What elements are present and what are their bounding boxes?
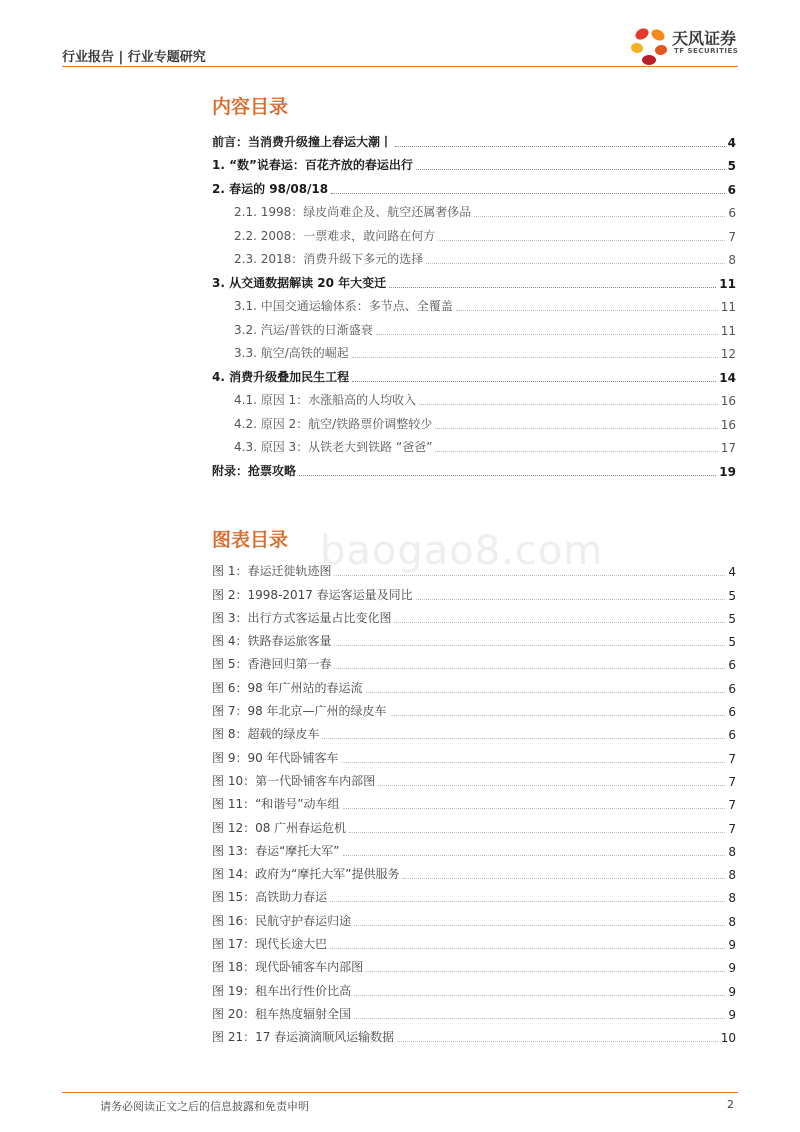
figure-entry-label: 图 11：“和谐号”动车组 xyxy=(212,797,340,812)
toc-entry[interactable] xyxy=(212,291,736,315)
dot-leader xyxy=(330,901,725,902)
figure-entry-label: 图 19：租车出行性价比高 xyxy=(212,983,352,998)
figure-entry-label: 图 16：民航守护春运归途 xyxy=(212,913,352,928)
figure-entry-page: 10 xyxy=(720,1031,736,1046)
figure-list-entry[interactable] xyxy=(212,882,736,905)
toc-entry-page: 4 xyxy=(727,135,736,150)
dot-leader xyxy=(419,404,718,405)
figure-entry-page: 9 xyxy=(728,1007,736,1022)
figure-entry-page: 5 xyxy=(728,635,736,650)
figure-list-entry[interactable] xyxy=(212,556,736,579)
dot-leader xyxy=(331,193,725,194)
figure-entry-page: 9 xyxy=(728,984,736,999)
dot-leader xyxy=(352,357,718,358)
dot-leader xyxy=(334,645,725,646)
dot-leader xyxy=(366,692,726,693)
figure-list-entry[interactable] xyxy=(212,603,736,626)
figure-list-entry[interactable] xyxy=(212,952,736,975)
toc-entry[interactable] xyxy=(212,220,736,244)
dot-leader xyxy=(389,287,716,288)
toc-entry-page: 16 xyxy=(720,417,736,432)
dot-leader xyxy=(403,878,726,879)
figure-entry-page: 6 xyxy=(728,728,736,743)
figure-list-entry[interactable] xyxy=(212,1022,736,1045)
footer-disclaimer: 请务必阅读正文之后的信息披露和免责申明 xyxy=(100,1100,309,1113)
toc-entry-page: 14 xyxy=(719,370,736,385)
dot-leader xyxy=(343,855,726,856)
toc-entry-label: 3. 从交通数据解读 20 年大变迁 xyxy=(212,275,387,290)
figure-entry-label: 图 7：98 年北京—广州的绿皮车 xyxy=(212,704,387,719)
figure-entry-label: 图 17：现代长途大巴 xyxy=(212,937,328,952)
figure-entry-label: 图 13：春运“摩托大军” xyxy=(212,843,340,858)
toc-entry-page: 19 xyxy=(719,464,736,479)
figure-list-entry[interactable] xyxy=(212,999,736,1022)
figure-entry-page: 5 xyxy=(728,611,736,626)
toc-entry-page: 6 xyxy=(728,206,736,220)
dot-leader xyxy=(378,785,725,786)
toc-entry[interactable] xyxy=(212,267,736,291)
toc-entry[interactable] xyxy=(212,244,736,268)
dot-leader xyxy=(474,216,725,217)
figure-list-entry[interactable] xyxy=(212,696,736,719)
toc-entry[interactable] xyxy=(212,408,736,432)
dot-leader xyxy=(334,668,725,669)
logo-english-name: TF SECURITIES xyxy=(674,47,739,55)
dot-leader xyxy=(366,971,725,972)
figure-entry-page: 8 xyxy=(728,914,736,929)
figure-list-entry[interactable] xyxy=(212,672,736,695)
toc-entry[interactable] xyxy=(212,173,736,197)
dot-leader xyxy=(438,240,725,241)
dot-leader xyxy=(334,575,725,576)
dot-leader xyxy=(322,738,725,739)
figure-entry-page: 4 xyxy=(728,565,736,580)
toc-entry-page: 7 xyxy=(728,229,736,244)
figure-list-entry[interactable] xyxy=(212,742,736,765)
figure-entry-page: 7 xyxy=(728,798,736,813)
figure-entry-page: 7 xyxy=(728,774,736,789)
toc-entry[interactable] xyxy=(212,432,736,456)
figure-list-entry[interactable] xyxy=(212,766,736,789)
header-divider xyxy=(62,66,738,67)
dot-leader xyxy=(343,808,726,809)
figure-entry-label: 图 21：17 春运滴滴顺风运输数据 xyxy=(212,1030,395,1045)
figure-entry-page: 8 xyxy=(728,891,736,906)
figure-list-entry[interactable] xyxy=(212,929,736,952)
figure-list-entry[interactable] xyxy=(212,975,736,998)
toc-entry[interactable] xyxy=(212,150,736,174)
figure-list-entry[interactable] xyxy=(212,719,736,742)
toc-entry-page: 5 xyxy=(727,159,736,173)
dot-leader xyxy=(352,381,716,382)
dot-leader xyxy=(330,948,725,949)
figure-entry-label: 图 1：春运迁徙轨迹图 xyxy=(212,564,332,579)
figure-entry-label: 图 15：高铁助力春运 xyxy=(212,890,328,905)
watermark: baogao8.com xyxy=(320,528,604,574)
dot-leader xyxy=(376,334,718,335)
toc-entry[interactable] xyxy=(212,361,736,385)
toc-entry[interactable] xyxy=(212,314,736,338)
toc-entry-label: 3.2. 汽运/普铁的日渐盛衰 xyxy=(234,322,373,337)
toc-entry-label: 3.3. 航空/高铁的崛起 xyxy=(234,346,349,360)
toc-entry-label: 前言：当消费升级撞上春运大潮丨 xyxy=(212,134,393,149)
toc-entry-label: 4.1. 原因 1：水涨船高的人均收入 xyxy=(234,393,417,407)
figure-entry-label: 图 20：租车热度辐射全国 xyxy=(212,1006,352,1021)
toc-entry-page: 11 xyxy=(720,323,736,338)
figure-entry-label: 图 6：98 年广州站的春运流 xyxy=(212,680,363,695)
figure-list-entry[interactable] xyxy=(212,905,736,928)
figure-entry-page: 9 xyxy=(728,961,736,976)
dot-leader xyxy=(397,1041,718,1042)
figure-entry-page: 6 xyxy=(728,705,736,720)
figure-entry-label: 图 2：1998-2017 春运客运量及同比 xyxy=(212,587,413,602)
toc-title: 内容目录 xyxy=(212,96,289,118)
figure-list xyxy=(212,556,736,1045)
toc-entry-page: 17 xyxy=(720,441,736,455)
figure-entry-page: 6 xyxy=(728,681,736,696)
toc-entry-page: 8 xyxy=(728,253,736,267)
figure-entry-page: 7 xyxy=(728,751,736,766)
toc-entry-page: 16 xyxy=(720,394,736,408)
dot-leader xyxy=(354,925,725,926)
figure-entry-label: 图 8：超载的绿皮车 xyxy=(212,727,320,742)
dot-leader xyxy=(299,475,716,476)
dot-leader xyxy=(354,995,725,996)
toc-entry-page: 6 xyxy=(727,182,736,197)
toc-entry-label: 附录：抢票攻略 xyxy=(212,463,297,478)
dot-leader xyxy=(435,428,718,429)
figure-list-entry[interactable] xyxy=(212,836,736,859)
figure-entry-label: 图 3：出行方式客运量占比变化图 xyxy=(212,610,392,625)
dot-leader xyxy=(354,1018,725,1019)
page-number: 2 xyxy=(727,1098,734,1111)
toc-entry-label: 2.3. 2018：消费升级下多元的选择 xyxy=(234,252,424,266)
figure-entry-label: 图 4：铁路春运旅客量 xyxy=(212,634,332,649)
figure-list-title: 图表目录 xyxy=(212,529,289,551)
toc-entry-label: 2.2. 2008：一票难求，敢问路在何方 xyxy=(234,228,436,243)
toc-entry[interactable] xyxy=(212,455,736,479)
figure-list-entry[interactable] xyxy=(212,812,736,835)
toc-list xyxy=(212,126,736,479)
dot-leader xyxy=(456,310,718,311)
figure-entry-page: 5 xyxy=(728,588,736,603)
toc-entry-page: 11 xyxy=(719,276,736,291)
toc-entry[interactable] xyxy=(212,197,736,221)
figure-list-entry[interactable] xyxy=(212,579,736,602)
figure-entry-page: 9 xyxy=(728,938,736,953)
header-breadcrumb: 行业报告 | 行业专题研究 xyxy=(62,50,206,65)
toc-entry-label: 4.3. 原因 3：从铁老大到铁路 “爸爸” xyxy=(234,440,433,454)
figure-entry-label: 图 10：第一代卧铺客车内部图 xyxy=(212,773,376,788)
dot-leader xyxy=(426,263,725,264)
toc-entry-label: 2.1. 1998：绿皮尚难企及、航空还属奢侈品 xyxy=(234,205,472,219)
toc-entry[interactable] xyxy=(212,385,736,409)
toc-entry-page: 11 xyxy=(720,300,736,314)
toc-entry-label: 1. “数”说春运：百花齐放的春运出行 xyxy=(212,158,413,172)
figure-list-entry[interactable] xyxy=(212,649,736,672)
figure-entry-page: 8 xyxy=(728,844,736,859)
dot-leader xyxy=(390,715,726,716)
toc-entry[interactable] xyxy=(212,338,736,362)
dot-leader xyxy=(395,146,725,147)
figure-list-entry[interactable] xyxy=(212,859,736,882)
figure-entry-label: 图 14：政府为“摩托大军”提供服务 xyxy=(212,867,400,882)
figure-entry-page: 7 xyxy=(728,821,736,836)
dot-leader xyxy=(394,622,725,623)
figure-entry-page: 6 xyxy=(728,658,736,673)
pinwheel-logo-icon xyxy=(628,24,672,68)
figure-entry-label: 图 5：香港回归第一春 xyxy=(212,657,332,672)
figure-list-entry[interactable] xyxy=(212,789,736,812)
dot-leader xyxy=(342,762,726,763)
figure-entry-label: 图 9：90 年代卧铺客车 xyxy=(212,750,339,765)
footer-divider xyxy=(62,1092,738,1093)
toc-entry-label: 4.2. 原因 2：航空/铁路票价调整较少 xyxy=(234,416,433,431)
figure-entry-page: 8 xyxy=(728,868,736,883)
toc-entry-label: 3.1. 中国交通运输体系：多节点、全覆盖 xyxy=(234,299,453,313)
dot-leader xyxy=(349,832,725,833)
dot-leader xyxy=(435,451,717,452)
toc-entry[interactable] xyxy=(212,126,736,150)
figure-entry-label: 图 12：08 广州春运危机 xyxy=(212,820,347,835)
logo-chinese-name: 天风证券 xyxy=(672,29,737,48)
company-logo xyxy=(628,24,748,68)
toc-entry-label: 4. 消费升级叠加民生工程 xyxy=(212,369,350,384)
dot-leader xyxy=(416,599,726,600)
figure-list-entry[interactable] xyxy=(212,626,736,649)
toc-entry-label: 2. 春运的 98/08/18 xyxy=(212,181,329,196)
figure-entry-label: 图 18：现代卧铺客车内部图 xyxy=(212,960,364,975)
dot-leader xyxy=(416,169,725,170)
toc-entry-page: 12 xyxy=(720,347,736,361)
